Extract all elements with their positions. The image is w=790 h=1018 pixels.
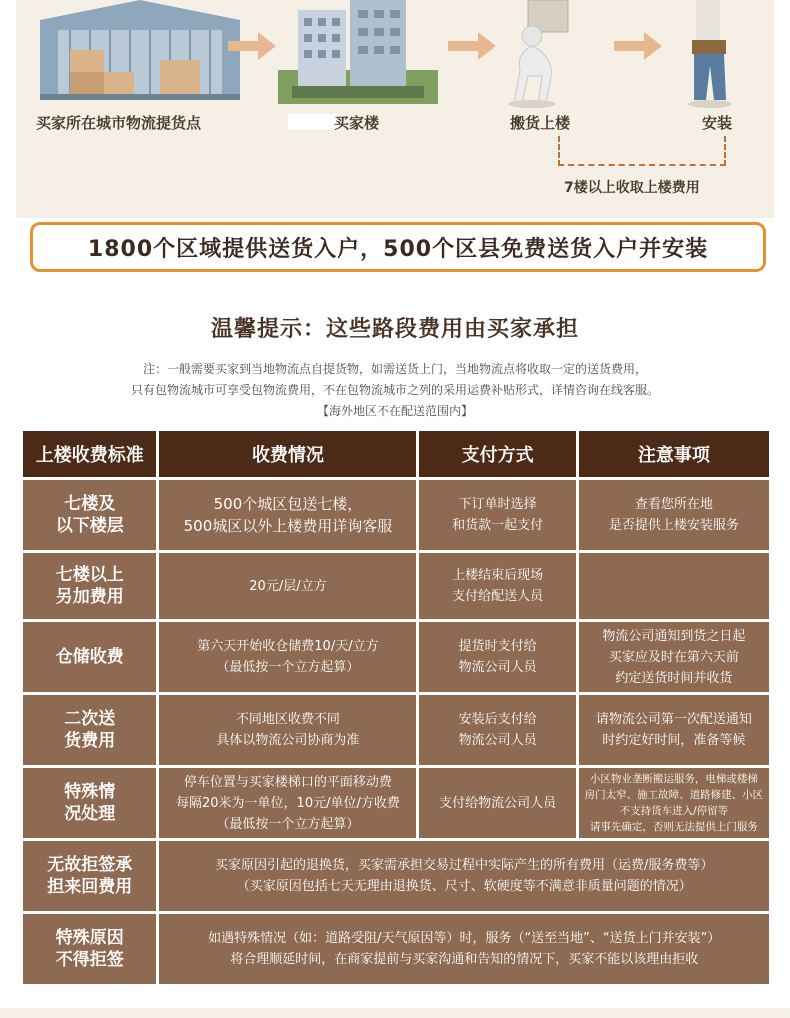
tips-note-line-1: 注：一般需要买家到当地物流点自提货物，如需送货上门，当地物流点将收取一定的送货费用， [142,362,647,376]
fee-cell: 第六天开始收仓储费10/天/立方 （最低按一个立方起算） [159,622,416,692]
bottom-strip [0,1008,790,1018]
tips-title: 温馨提示：这些路段费用由买家承担 [210,317,579,342]
header-floor-standard: 上楼收费标准 [23,431,156,477]
step-label-pickup: 买家所在城市物流提货点 [36,114,202,132]
fee-cell: 500个城区包送七楼， 500城区以外上楼费用详询客服 [159,480,416,550]
label-mask [288,114,340,130]
floor-fee-bracket [558,136,726,166]
step-label-carry: 搬货上楼 [510,114,571,132]
delivery-flow-panel [16,0,774,218]
payment-cell: 安装后支付给 物流公司人员 [419,695,575,765]
merged-cell: 买家原因引起的退换货，买家需承担交易过程中实际产生的所有费用（运费/服务费等） （买家原因包括七天无理由退换货、尺寸、软硬度等不满意非质量问题的情况） [159,841,769,911]
warehouse-icon [40,0,240,100]
fee-cell: 停车位置与买家楼梯口的平面移动费 每隔20米为一单位，10元/单位/方收费 （最低按一个立方起算） [159,768,416,838]
arrow-right-icon [614,32,662,60]
header-fee: 收费情况 [159,431,416,477]
payment-cell: 支付给物流公司人员 [419,768,575,838]
step-label-install: 安装 [702,114,733,132]
row-head: 特殊情 况处理 [23,768,156,838]
notes-cell [579,553,769,619]
fee-cell: 不同地区收费不同 具体以物流公司协商为准 [159,695,416,765]
tips-note-line-2: 只有包物流城市可享受包物流费用，不在包物流城市之列的采用运费补贴形式，详情咨询在线客服。 [130,383,659,397]
floor-fee-note: 7楼以上收取上楼费用 [564,180,700,196]
row-head: 七楼及 以下楼层 [23,480,156,550]
building-icon [278,0,438,104]
row-head: 二次送 货费用 [23,695,156,765]
tips-note-line-3: 【海外地区不在配送范围内】 [316,404,473,418]
step-label-building: 买家楼 [334,114,380,132]
payment-cell: 上楼结束后现场 支付给配送人员 [419,553,575,619]
delivery-banner: 1800个区域提供送货入户，500个区县免费送货入户并安装 [30,222,766,272]
table-row [23,622,769,692]
table-row [23,480,769,550]
row-head: 七楼以上 另加费用 [23,553,156,619]
arrow-right-icon [228,32,276,60]
row-head: 特殊原因 不得拒签 [23,914,156,984]
table-row [23,768,769,838]
table-header-row [23,431,769,477]
row-head: 无故拒签承 担来回费用 [23,841,156,911]
notes-cell: 查看您所在地 是否提供上楼安装服务 [579,480,769,550]
carrying-box-icon [502,0,592,108]
table-row [23,914,769,984]
row-head: 仓储收费 [23,622,156,692]
fee-table [20,428,772,987]
table-row [23,553,769,619]
header-notes: 注意事项 [579,431,769,477]
table-row [23,841,769,911]
header-payment: 支付方式 [419,431,575,477]
installer-icon [670,0,750,108]
payment-cell: 提货时支付给 物流公司人员 [419,622,575,692]
fee-cell: 20元/层/立方 [159,553,416,619]
notes-cell: 物流公司通知到货之日起 买家应及时在第六天前 约定送货时间并收货 [579,622,769,692]
payment-cell: 下订单时选择 和货款一起支付 [419,480,575,550]
notes-cell: 请物流公司第一次配送通知 时约定好时间，准备等候 [579,695,769,765]
merged-cell: 如遇特殊情况（如：道路受阻/天气原因等）时，服务（“送至当地”、“送货上门并安装”） 将合理顺延时间，在商家提前与买家沟通和告知的情况下，买家不能以该理由拒收 [159,914,769,984]
table-row [23,695,769,765]
notes-cell: 小区物业垄断搬运服务，电梯或楼梯 房门太窄、施工故障、道路修建、小区 不支持货车进入/停留等 请事先确定，否则无法提供上门服务 [579,768,769,838]
arrow-right-icon [448,32,496,60]
